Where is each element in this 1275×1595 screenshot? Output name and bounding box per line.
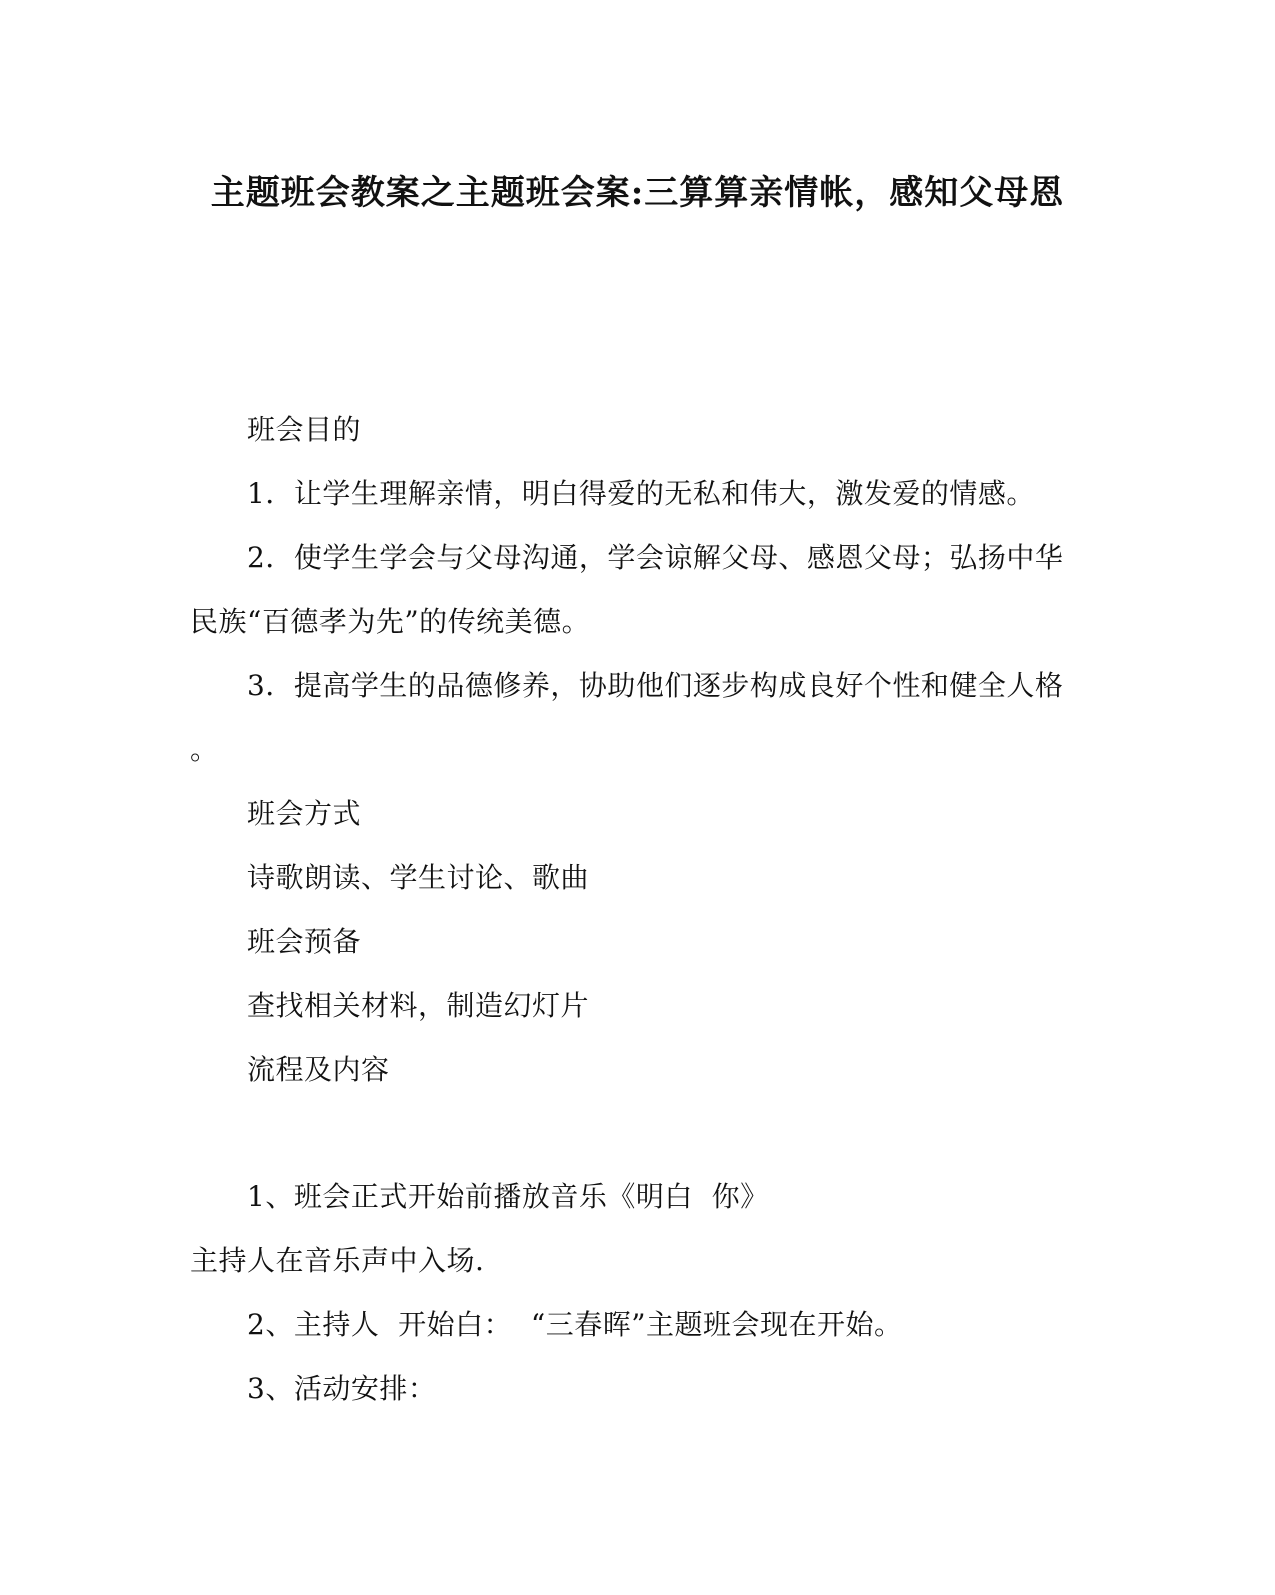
heading-class-meeting-format: 班会方式 (247, 797, 362, 830)
heading-process-and-content: 流程及内容 (247, 1053, 390, 1086)
purpose-item-3-continuation: 。 (190, 733, 219, 766)
purpose-item-2: 2．使学生学会与父母沟通，学会谅解父母、感恩父母；弘扬中华民族“百德孝为先”的传统美德。 (190, 541, 1064, 638)
document-title: 主题班会教案之主题班会案:三算算亲情帐，感知父母恩 (210, 173, 1065, 213)
process-step-1: 1、班会正式开始前播放音乐《明白 你》 (247, 1180, 769, 1213)
process-step-3: 3、活动安排： (247, 1372, 437, 1405)
purpose-item-3: 3．提高学生的品德修养，协助他们逐步构成良好个性和健全人格 (247, 669, 1064, 702)
document-body-section-1 (190, 398, 1085, 1102)
process-step-2: 2、主持人 开始白： “三春晖”主题班会现在开始。 (247, 1308, 903, 1341)
format-text: 诗歌朗读、学生讨论、歌曲 (247, 861, 590, 894)
document-body-section-2 (190, 1165, 1085, 1421)
purpose-item-1: 1．让学生理解亲情，明白得爱的无私和伟大，激发爱的情感。 (247, 477, 1035, 510)
heading-class-meeting-purpose: 班会目的 (247, 413, 362, 446)
heading-class-meeting-preparation: 班会预备 (247, 925, 362, 958)
preparation-text: 查找相关材料，制造幻灯片 (247, 989, 590, 1022)
process-step-1-note: 主持人在音乐声中入场. (190, 1244, 485, 1277)
